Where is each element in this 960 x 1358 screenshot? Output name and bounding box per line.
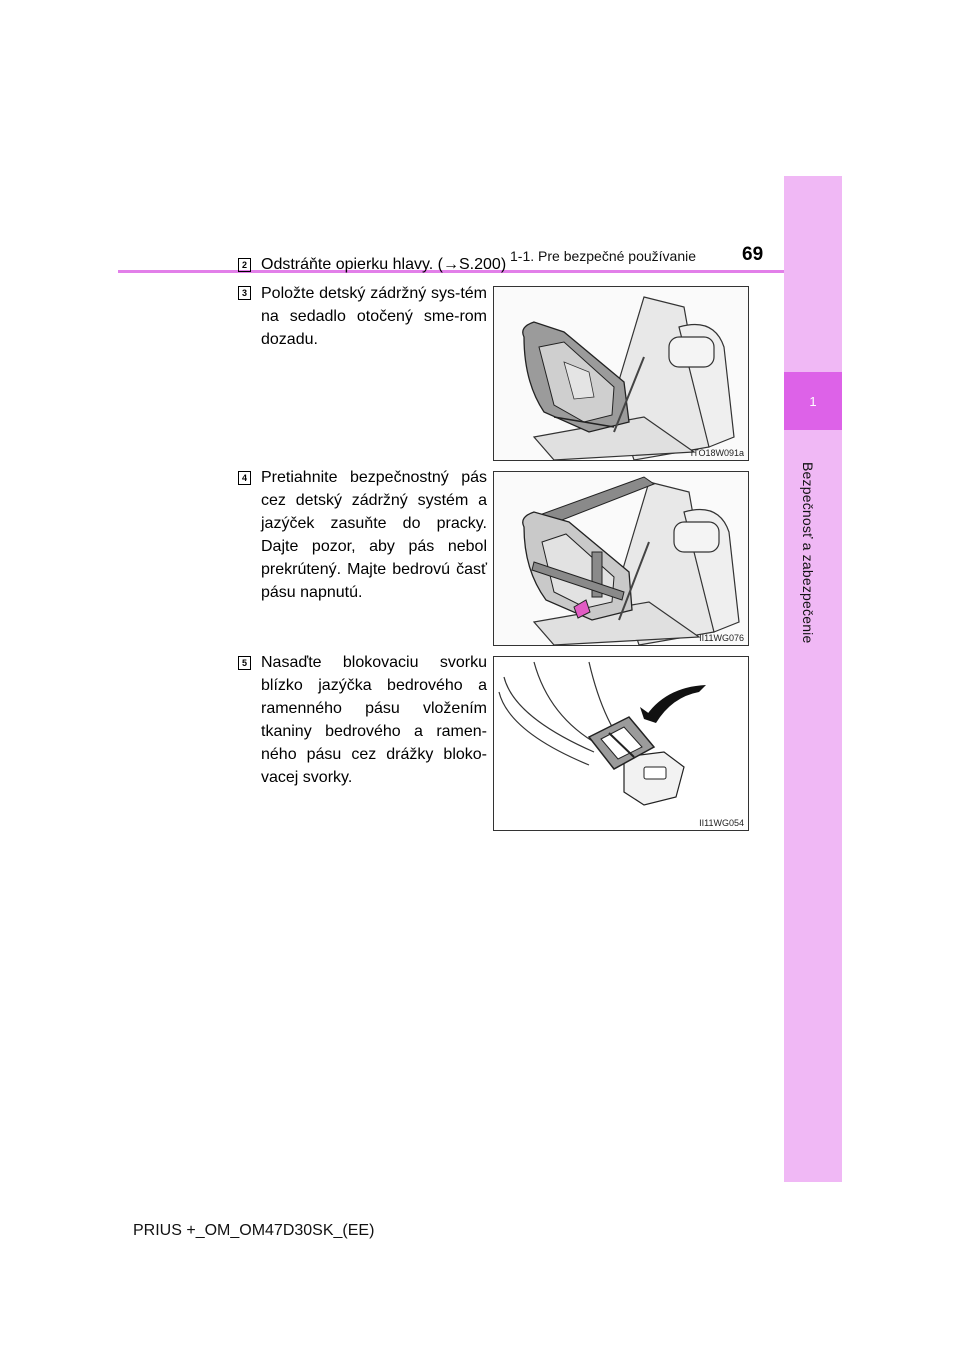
figure-code: II11WG054 — [699, 818, 744, 828]
figure-code: II11WG076 — [699, 633, 744, 643]
step-text: Odstráňte opierku hlavy. (→S.200) — [261, 256, 507, 273]
step-text: Položte detský zádržný sys-tém na sedadlo otočený sme-rom dozadu. — [261, 285, 487, 348]
step-number-badge: 2 — [238, 258, 251, 272]
chapter-side-tab — [784, 176, 842, 1182]
step-number-badge: 4 — [238, 471, 251, 485]
document-id: PRIUS +_OM_OM47D30SK_(EE) — [133, 1222, 375, 1239]
belt-routing-illustration — [494, 472, 748, 645]
figure-locking-clip — [493, 656, 749, 831]
figure-code: ITO18W091a — [690, 448, 744, 458]
figure-child-seat-rear-facing — [493, 286, 749, 461]
step-number-badge: 3 — [238, 286, 251, 300]
chapter-number: 1 — [809, 393, 817, 409]
step-text: Pretiahnite bezpečnostný pás cez detský zádržný systém a jazýček zasuňte do pracky. Dajte pozor, aby pás nebol prekrútený. Majte bedrovú časť pásu napnutú. — [261, 469, 487, 601]
step-text: Nasaďte blokovaciu svorku blízko jazýčka bedrového a ramenného pásu vložením tkaniny bedrového a ramen-ného pásu cez drážky bloko-vacej svorky. — [261, 654, 487, 786]
chapter-title: Bezpečnosť a zabezpečenie — [800, 462, 816, 644]
step-number-badge: 5 — [238, 656, 251, 670]
child-seat-illustration — [494, 287, 748, 460]
chapter-number-tab — [784, 372, 842, 430]
page-number: 69 — [742, 244, 764, 265]
header-section-title: 1-1. Pre bezpečné používanie — [510, 248, 697, 264]
figure-belt-routing — [493, 471, 749, 646]
locking-clip-illustration — [494, 657, 748, 830]
